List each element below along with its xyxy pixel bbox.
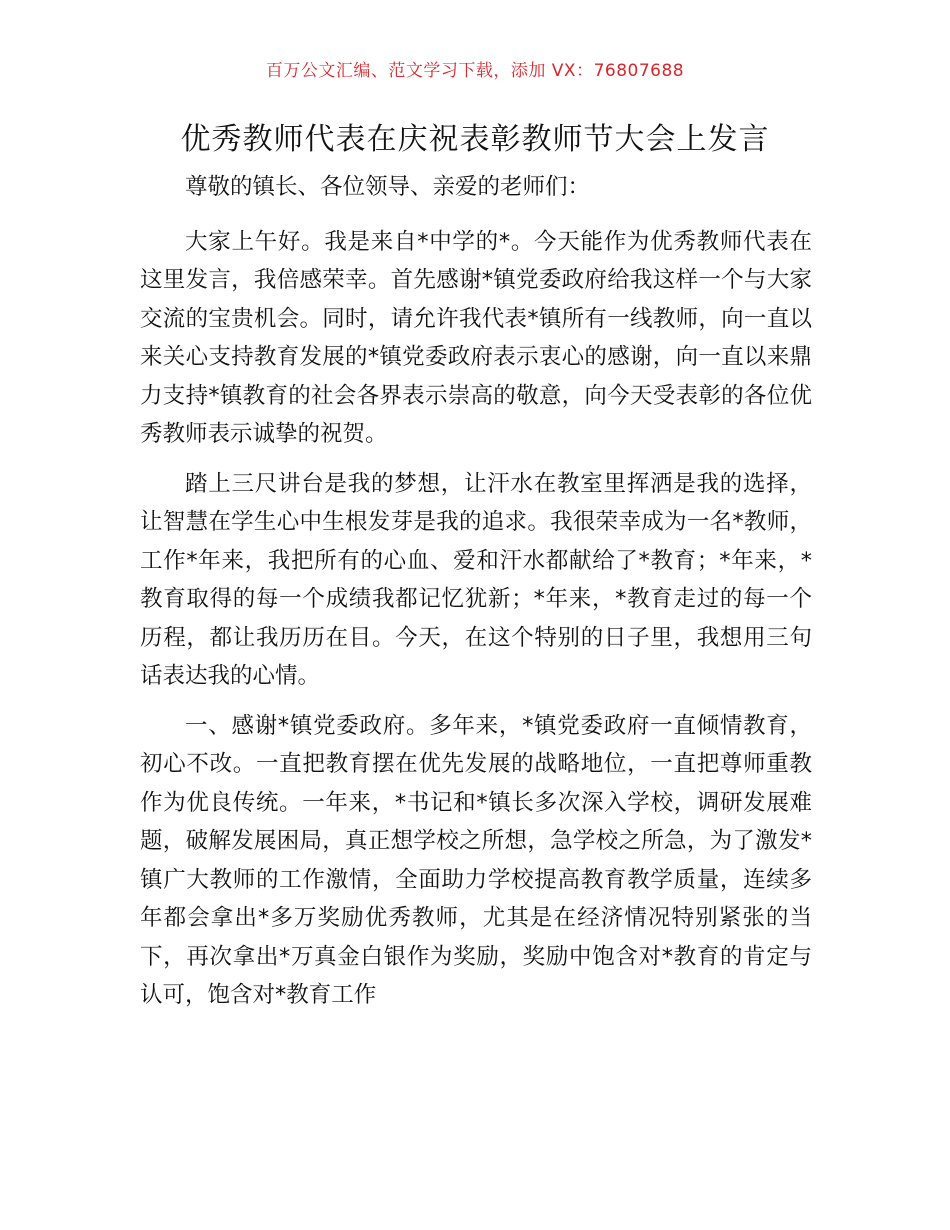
promo-header-banner: 百万公文汇编、范文学习下载，添加 VX：76807688 [265,61,685,81]
salutation-line: 尊敬的镇长、各位领导、亲爱的老师们： [185,174,591,200]
document-body [140,168,812,1026]
body-paragraph-2: 踏上三尺讲台是我的梦想，让汗水在教室里挥洒是我的选择，让智慧在学生心中生根发芽是我的追求。我很荣幸成为一名*教师，工作*年来，我把所有的心血、爱和汗水都献给了*教育；*年来，*教育取得的每一个成绩我都记忆犹新；*年来，*教育走过的每一个历程，都让我历历在目。今天，在这个特别的日子里，我想用三句话表达我的心情。 [140,470,812,689]
body-paragraph-3: 一、感谢*镇党委政府。多年来，*镇党委政府一直倾情教育，初心不改。一直把教育摆在优先发展的战略地位，一直把尊师重教作为优良传统。一年来，*书记和*镇长多次深入学校，调研发展难题，破解发展困局，真正想学校之所想，急学校之所急，为了激发*镇广大教师的工作激情，全面助力学校提高教育教学质量，连续多年都会拿出*多万奖励优秀教师，尤其是在经济情况特别紧张的当下，再次拿出*万真金白银作为奖励，奖励中饱含对*教育的肯定与认可，饱含对*教育工作 [140,712,812,1008]
document-title: 优秀教师代表在庆祝表彰教师节大会上发言 [180,122,770,157]
body-paragraph-1: 大家上午好。我是来自*中学的*。今天能作为优秀教师代表在这里发言，我倍感荣幸。首先感谢*镇党委政府给我这样一个与大家交流的宝贵机会。同时，请允许我代表*镇所有一线教师，向一直以来关心支持教育发展的*镇党委政府表示衷心的感谢，向一直以来鼎力支持*镇教育的社会各界表示崇高的敬意，向今天受表彰的各位优秀教师表示诚挚的祝贺。 [140,228,812,447]
